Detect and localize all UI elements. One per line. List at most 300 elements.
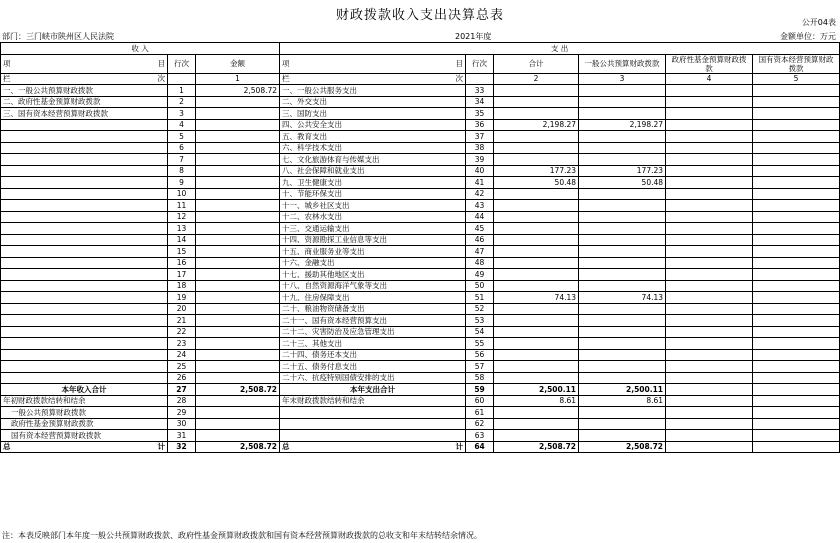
report-title: 财政拨款收入支出决算总表 [335, 8, 504, 23]
expense-rowno-cell: 50 [466, 280, 494, 292]
income-lan-rowno [168, 73, 196, 85]
expense-state-cell [753, 292, 840, 304]
income-rowno-cell: 4 [168, 119, 196, 131]
expense-total-cell [494, 85, 579, 97]
expense-total-cell [494, 234, 579, 246]
expense-general-cell [579, 372, 666, 384]
income-item-cell: 本年收入合计 [1, 384, 168, 396]
table-row [1, 177, 840, 189]
income-amount-cell [196, 303, 280, 315]
income-rowno-cell: 22 [168, 326, 196, 338]
income-rowno-cell: 18 [168, 280, 196, 292]
table-row [1, 338, 840, 350]
expense-rowno-cell: 41 [466, 177, 494, 189]
income-rowno-cell: 23 [168, 338, 196, 350]
income-amount-cell [196, 223, 280, 235]
expense-rowno-cell: 39 [466, 154, 494, 166]
income-item-cell: 二、政府性基金预算财政拨款 [1, 96, 168, 108]
table-row [1, 280, 840, 292]
expense-general-cell [579, 315, 666, 327]
income-amount-cell [196, 154, 280, 166]
expense-total-cell [494, 269, 579, 281]
income-item-cell: 一、一般公共预算财政拨款 [1, 85, 168, 97]
expense-general-cell [579, 234, 666, 246]
income-rowno-cell: 26 [168, 372, 196, 384]
expense-general-cell [579, 349, 666, 361]
income-item-cell [1, 292, 168, 304]
expense-item-cell [280, 418, 466, 430]
income-item-cell [1, 326, 168, 338]
income-rowno-cell: 8 [168, 165, 196, 177]
expense-rowno-cell: 37 [466, 131, 494, 143]
expense-total-cell [494, 131, 579, 143]
expense-fund-cell [666, 395, 753, 407]
expense-grand-total: 2,508.72 [494, 441, 579, 453]
income-amount-cell [196, 395, 280, 407]
expense-grand-total-general: 2,508.72 [579, 441, 666, 453]
expense-fund-cell [666, 384, 753, 396]
expense-rowno-cell: 46 [466, 234, 494, 246]
income-amount-cell: 2,508.72 [196, 85, 280, 97]
expense-general-cell [579, 303, 666, 315]
expense-rowno-cell: 47 [466, 246, 494, 258]
expense-fund-cell [666, 85, 753, 97]
income-item-cell: 一般公共预算财政拨款 [1, 407, 168, 419]
income-item-cell [1, 211, 168, 223]
expense-fund-cell [666, 315, 753, 327]
expense-state-cell [753, 395, 840, 407]
expense-general-cell [579, 407, 666, 419]
income-rowno-cell: 16 [168, 257, 196, 269]
expense-general-cell [579, 142, 666, 154]
expense-state-cell [753, 372, 840, 384]
expense-state-cell [753, 315, 840, 327]
expense-item-cell: 九、卫生健康支出 [280, 177, 466, 189]
expense-general-cell [579, 280, 666, 292]
expense-item-cell: 二十二、灾害防治及应急管理支出 [280, 326, 466, 338]
expense-item-cell: 一、一般公共服务支出 [280, 85, 466, 97]
expense-item-cell: 八、社会保障和就业支出 [280, 165, 466, 177]
expense-total-cell [494, 223, 579, 235]
state-capital-header: 国有资本经营预算财政拨款 [753, 54, 840, 73]
expense-item-cell: 十、节能环保支出 [280, 188, 466, 200]
income-item-cell: 三、国有资本经营预算财政拨款 [1, 108, 168, 120]
income-grand-total-rowno: 32 [168, 441, 196, 453]
income-amount-cell [196, 372, 280, 384]
expense-section-header: 支 出 [280, 43, 840, 55]
expense-rowno-cell: 35 [466, 108, 494, 120]
expense-total-cell [494, 303, 579, 315]
expense-item-cell: 二十一、国有资本经营预算支出 [280, 315, 466, 327]
income-item-cell [1, 223, 168, 235]
expense-total-cell [494, 108, 579, 120]
expense-item-cell: 二、外交支出 [280, 96, 466, 108]
expense-total-cell [494, 280, 579, 292]
expense-state-cell [753, 338, 840, 350]
expense-total-cell [494, 188, 579, 200]
income-amount-cell [196, 142, 280, 154]
expense-item-cell: 二十六、抗疫特别国债安排的支出 [280, 372, 466, 384]
expense-total-cell [494, 430, 579, 442]
table-row [1, 188, 840, 200]
income-rowno-cell: 6 [168, 142, 196, 154]
expense-item-cell: 三、国防支出 [280, 108, 466, 120]
expense-lan-rowno [466, 73, 494, 85]
income-item-cell [1, 142, 168, 154]
expense-state-cell [753, 211, 840, 223]
header-row-columns [1, 54, 840, 73]
expense-total-cell [494, 257, 579, 269]
expense-item-cell: 二十三、其他支出 [280, 338, 466, 350]
table-row [1, 315, 840, 327]
income-rowno-cell: 10 [168, 188, 196, 200]
expense-general-cell [579, 361, 666, 373]
income-amount-header: 金额 [196, 54, 280, 73]
expense-item-cell: 十七、援助其他地区支出 [280, 269, 466, 281]
income-item-cell [1, 165, 168, 177]
expense-state-cell [753, 349, 840, 361]
income-rowno-cell: 17 [168, 269, 196, 281]
table-row [1, 326, 840, 338]
expense-rowno-cell: 44 [466, 211, 494, 223]
income-item-cell [1, 361, 168, 373]
expense-rowno-cell: 36 [466, 119, 494, 131]
income-rowno-cell: 12 [168, 211, 196, 223]
expense-grand-total-label: 总 计 [280, 441, 466, 453]
table-row [1, 131, 840, 143]
expense-general-cell [579, 269, 666, 281]
col-number-2: 2 [494, 73, 579, 85]
income-item-header: 项 目 [1, 54, 168, 73]
income-amount-cell [196, 257, 280, 269]
expense-general-cell [579, 85, 666, 97]
income-item-cell [1, 234, 168, 246]
expense-total-cell [494, 361, 579, 373]
expense-fund-cell [666, 211, 753, 223]
table-row [1, 418, 840, 430]
expense-total-cell [494, 315, 579, 327]
income-item-cell [1, 315, 168, 327]
expense-rowno-cell: 52 [466, 303, 494, 315]
expense-general-cell: 2,198.27 [579, 119, 666, 131]
expense-item-cell: 十三、交通运输支出 [280, 223, 466, 235]
fiscal-summary-table [0, 42, 840, 453]
expense-general-cell [579, 326, 666, 338]
expense-rowno-cell: 34 [466, 96, 494, 108]
expense-total-cell [494, 142, 579, 154]
expense-total-cell [494, 154, 579, 166]
income-item-cell [1, 246, 168, 258]
table-row [1, 200, 840, 212]
expense-rowno-cell: 57 [466, 361, 494, 373]
expense-item-cell: 四、公共安全支出 [280, 119, 466, 131]
income-item-cell [1, 338, 168, 350]
expense-state-cell [753, 154, 840, 166]
expense-fund-cell [666, 165, 753, 177]
table-number: 公开04表 [801, 18, 836, 27]
expense-total-cell: 74.13 [494, 292, 579, 304]
income-amount-cell [196, 280, 280, 292]
expense-fund-cell [666, 326, 753, 338]
income-item-cell: 年初财政拨款结转和结余 [1, 395, 168, 407]
expense-state-cell [753, 280, 840, 292]
table-row [1, 395, 840, 407]
expense-rowno-cell: 63 [466, 430, 494, 442]
expense-fund-cell [666, 407, 753, 419]
expense-fund-cell [666, 269, 753, 281]
expense-state-cell [753, 407, 840, 419]
expense-item-cell: 十一、城乡社区支出 [280, 200, 466, 212]
income-amount-cell [196, 234, 280, 246]
expense-state-cell [753, 234, 840, 246]
expense-fund-cell [666, 96, 753, 108]
expense-rowno-cell: 33 [466, 85, 494, 97]
col-number-3: 3 [579, 73, 666, 85]
expense-fund-cell [666, 131, 753, 143]
expense-fund-cell [666, 154, 753, 166]
department-label: 部门：三门峡市陕州区人民法院 [2, 32, 114, 41]
table-row [1, 384, 840, 396]
table-row [1, 85, 840, 97]
col-number-1: 1 [196, 73, 280, 85]
income-amount-cell [196, 119, 280, 131]
income-item-cell [1, 372, 168, 384]
header-row-sections [1, 43, 840, 55]
income-grand-total-amount: 2,508.72 [196, 441, 280, 453]
expense-rowno-cell: 58 [466, 372, 494, 384]
expense-item-cell: 十二、农林水支出 [280, 211, 466, 223]
expense-fund-cell [666, 108, 753, 120]
expense-rowno-cell: 49 [466, 269, 494, 281]
expense-total-cell [494, 96, 579, 108]
income-item-cell [1, 119, 168, 131]
expense-item-cell: 二十、粮油物资储备支出 [280, 303, 466, 315]
expense-general-cell [579, 257, 666, 269]
expense-rowno-cell: 55 [466, 338, 494, 350]
expense-grand-total-fund [666, 441, 753, 453]
income-rowno-cell: 11 [168, 200, 196, 212]
income-amount-cell [196, 269, 280, 281]
table-row [1, 119, 840, 131]
col-number-4: 4 [666, 73, 753, 85]
income-rowno-header: 行次 [168, 54, 196, 73]
expense-fund-cell [666, 223, 753, 235]
income-amount-cell [196, 349, 280, 361]
header-row-column-numbers [1, 73, 840, 85]
expense-fund-cell [666, 430, 753, 442]
table-row [1, 154, 840, 166]
expense-total-cell [494, 407, 579, 419]
expense-general-cell: 2,500.11 [579, 384, 666, 396]
expense-general-cell: 177.23 [579, 165, 666, 177]
expense-item-cell: 五、教育支出 [280, 131, 466, 143]
income-item-cell [1, 257, 168, 269]
expense-general-cell: 74.13 [579, 292, 666, 304]
expense-fund-cell [666, 177, 753, 189]
income-rowno-cell: 30 [168, 418, 196, 430]
expense-fund-cell [666, 280, 753, 292]
expense-general-cell [579, 154, 666, 166]
expense-general-cell [579, 108, 666, 120]
income-item-cell [1, 269, 168, 281]
expense-state-cell [753, 96, 840, 108]
income-rowno-cell: 13 [168, 223, 196, 235]
expense-state-cell [753, 246, 840, 258]
income-amount-cell [196, 407, 280, 419]
income-item-cell [1, 177, 168, 189]
expense-fund-cell [666, 257, 753, 269]
income-rowno-cell: 20 [168, 303, 196, 315]
income-rowno-cell: 7 [168, 154, 196, 166]
income-amount-cell [196, 200, 280, 212]
expense-fund-cell [666, 234, 753, 246]
expense-general-cell [579, 418, 666, 430]
income-grand-total-label: 总 计 [1, 441, 168, 453]
expense-rowno-cell: 61 [466, 407, 494, 419]
expense-rowno-cell: 40 [466, 165, 494, 177]
income-section-header: 收 入 [1, 43, 280, 55]
expense-total-cell [494, 349, 579, 361]
income-amount-cell [196, 246, 280, 258]
expense-general-cell [579, 223, 666, 235]
income-item-cell: 国有资本经营预算财政拨款 [1, 430, 168, 442]
expense-fund-cell [666, 188, 753, 200]
income-rowno-cell: 25 [168, 361, 196, 373]
expense-total-cell: 50.48 [494, 177, 579, 189]
expense-item-cell: 六、科学技术支出 [280, 142, 466, 154]
expense-state-cell [753, 257, 840, 269]
income-amount-cell [196, 177, 280, 189]
expense-item-cell: 二十五、债务付息支出 [280, 361, 466, 373]
table-row [1, 234, 840, 246]
expense-state-cell [753, 85, 840, 97]
expense-state-cell [753, 131, 840, 143]
expense-state-cell [753, 188, 840, 200]
expense-fund-cell [666, 349, 753, 361]
expense-state-cell [753, 223, 840, 235]
expense-total-cell [494, 246, 579, 258]
expense-rowno-cell: 60 [466, 395, 494, 407]
expense-item-cell: 十八、自然资源海洋气象等支出 [280, 280, 466, 292]
expense-total-cell: 2,198.27 [494, 119, 579, 131]
expense-rowno-cell: 48 [466, 257, 494, 269]
income-item-cell [1, 280, 168, 292]
expense-fund-cell [666, 361, 753, 373]
expense-fund-cell [666, 119, 753, 131]
expense-state-cell [753, 119, 840, 131]
expense-rowno-cell: 45 [466, 223, 494, 235]
expense-item-cell: 本年支出合计 [280, 384, 466, 396]
expense-state-cell [753, 326, 840, 338]
expense-item-cell: 十九、住房保障支出 [280, 292, 466, 304]
income-amount-cell [196, 430, 280, 442]
expense-rowno-cell: 38 [466, 142, 494, 154]
expense-rowno-cell: 62 [466, 418, 494, 430]
table-row [1, 372, 840, 384]
income-amount-cell [196, 361, 280, 373]
expense-general-cell [579, 211, 666, 223]
table-row [1, 292, 840, 304]
expense-total-cell [494, 211, 579, 223]
income-item-cell: 政府性基金预算财政拨款 [1, 418, 168, 430]
table-row [1, 407, 840, 419]
col-number-5: 5 [753, 73, 840, 85]
income-rowno-cell: 14 [168, 234, 196, 246]
expense-total-cell: 2,500.11 [494, 384, 579, 396]
expense-state-cell [753, 303, 840, 315]
table-row [1, 257, 840, 269]
expense-item-cell: 年末财政拨款结转和结余 [280, 395, 466, 407]
expense-total-cell [494, 372, 579, 384]
income-amount-cell [196, 108, 280, 120]
income-item-cell [1, 349, 168, 361]
expense-grand-total-state [753, 441, 840, 453]
income-amount-cell [196, 292, 280, 304]
expense-general-cell [579, 200, 666, 212]
income-amount-cell [196, 131, 280, 143]
income-amount-cell [196, 188, 280, 200]
expense-total-cell [494, 200, 579, 212]
expense-fund-cell [666, 292, 753, 304]
table-row [1, 142, 840, 154]
income-amount-cell [196, 418, 280, 430]
expense-state-cell [753, 165, 840, 177]
table-row [1, 223, 840, 235]
expense-item-cell: 十六、金融支出 [280, 257, 466, 269]
table-row [1, 430, 840, 442]
table-row [1, 303, 840, 315]
table-row [1, 269, 840, 281]
income-amount-cell [196, 165, 280, 177]
expense-total-cell [494, 418, 579, 430]
expense-rowno-cell: 51 [466, 292, 494, 304]
expense-rowno-cell: 56 [466, 349, 494, 361]
table-row [1, 108, 840, 120]
table-row [1, 165, 840, 177]
expense-rowno-cell: 54 [466, 326, 494, 338]
grand-total-row [1, 441, 840, 453]
income-amount-cell [196, 338, 280, 350]
expense-item-cell [280, 407, 466, 419]
table-row [1, 96, 840, 108]
income-item-cell [1, 131, 168, 143]
expense-total-cell: 177.23 [494, 165, 579, 177]
income-amount-cell [196, 96, 280, 108]
expense-general-cell [579, 131, 666, 143]
expense-state-cell [753, 269, 840, 281]
expense-fund-cell [666, 372, 753, 384]
expense-fund-cell [666, 200, 753, 212]
expense-general-cell [579, 188, 666, 200]
income-rowno-cell: 3 [168, 108, 196, 120]
expense-rowno-cell: 42 [466, 188, 494, 200]
expense-rowno-cell: 59 [466, 384, 494, 396]
expense-state-cell [753, 430, 840, 442]
expense-state-cell [753, 418, 840, 430]
expense-rowno-cell: 43 [466, 200, 494, 212]
expense-fund-cell [666, 142, 753, 154]
expense-state-cell [753, 108, 840, 120]
expense-general-cell [579, 246, 666, 258]
income-amount-cell: 2,508.72 [196, 384, 280, 396]
income-rowno-cell: 15 [168, 246, 196, 258]
expense-item-cell: 十五、商业服务业等支出 [280, 246, 466, 258]
expense-general-cell: 50.48 [579, 177, 666, 189]
income-rowno-cell: 28 [168, 395, 196, 407]
expense-general-cell: 8.61 [579, 395, 666, 407]
expense-lan-header: 栏 次 [280, 73, 466, 85]
expense-state-cell [753, 200, 840, 212]
